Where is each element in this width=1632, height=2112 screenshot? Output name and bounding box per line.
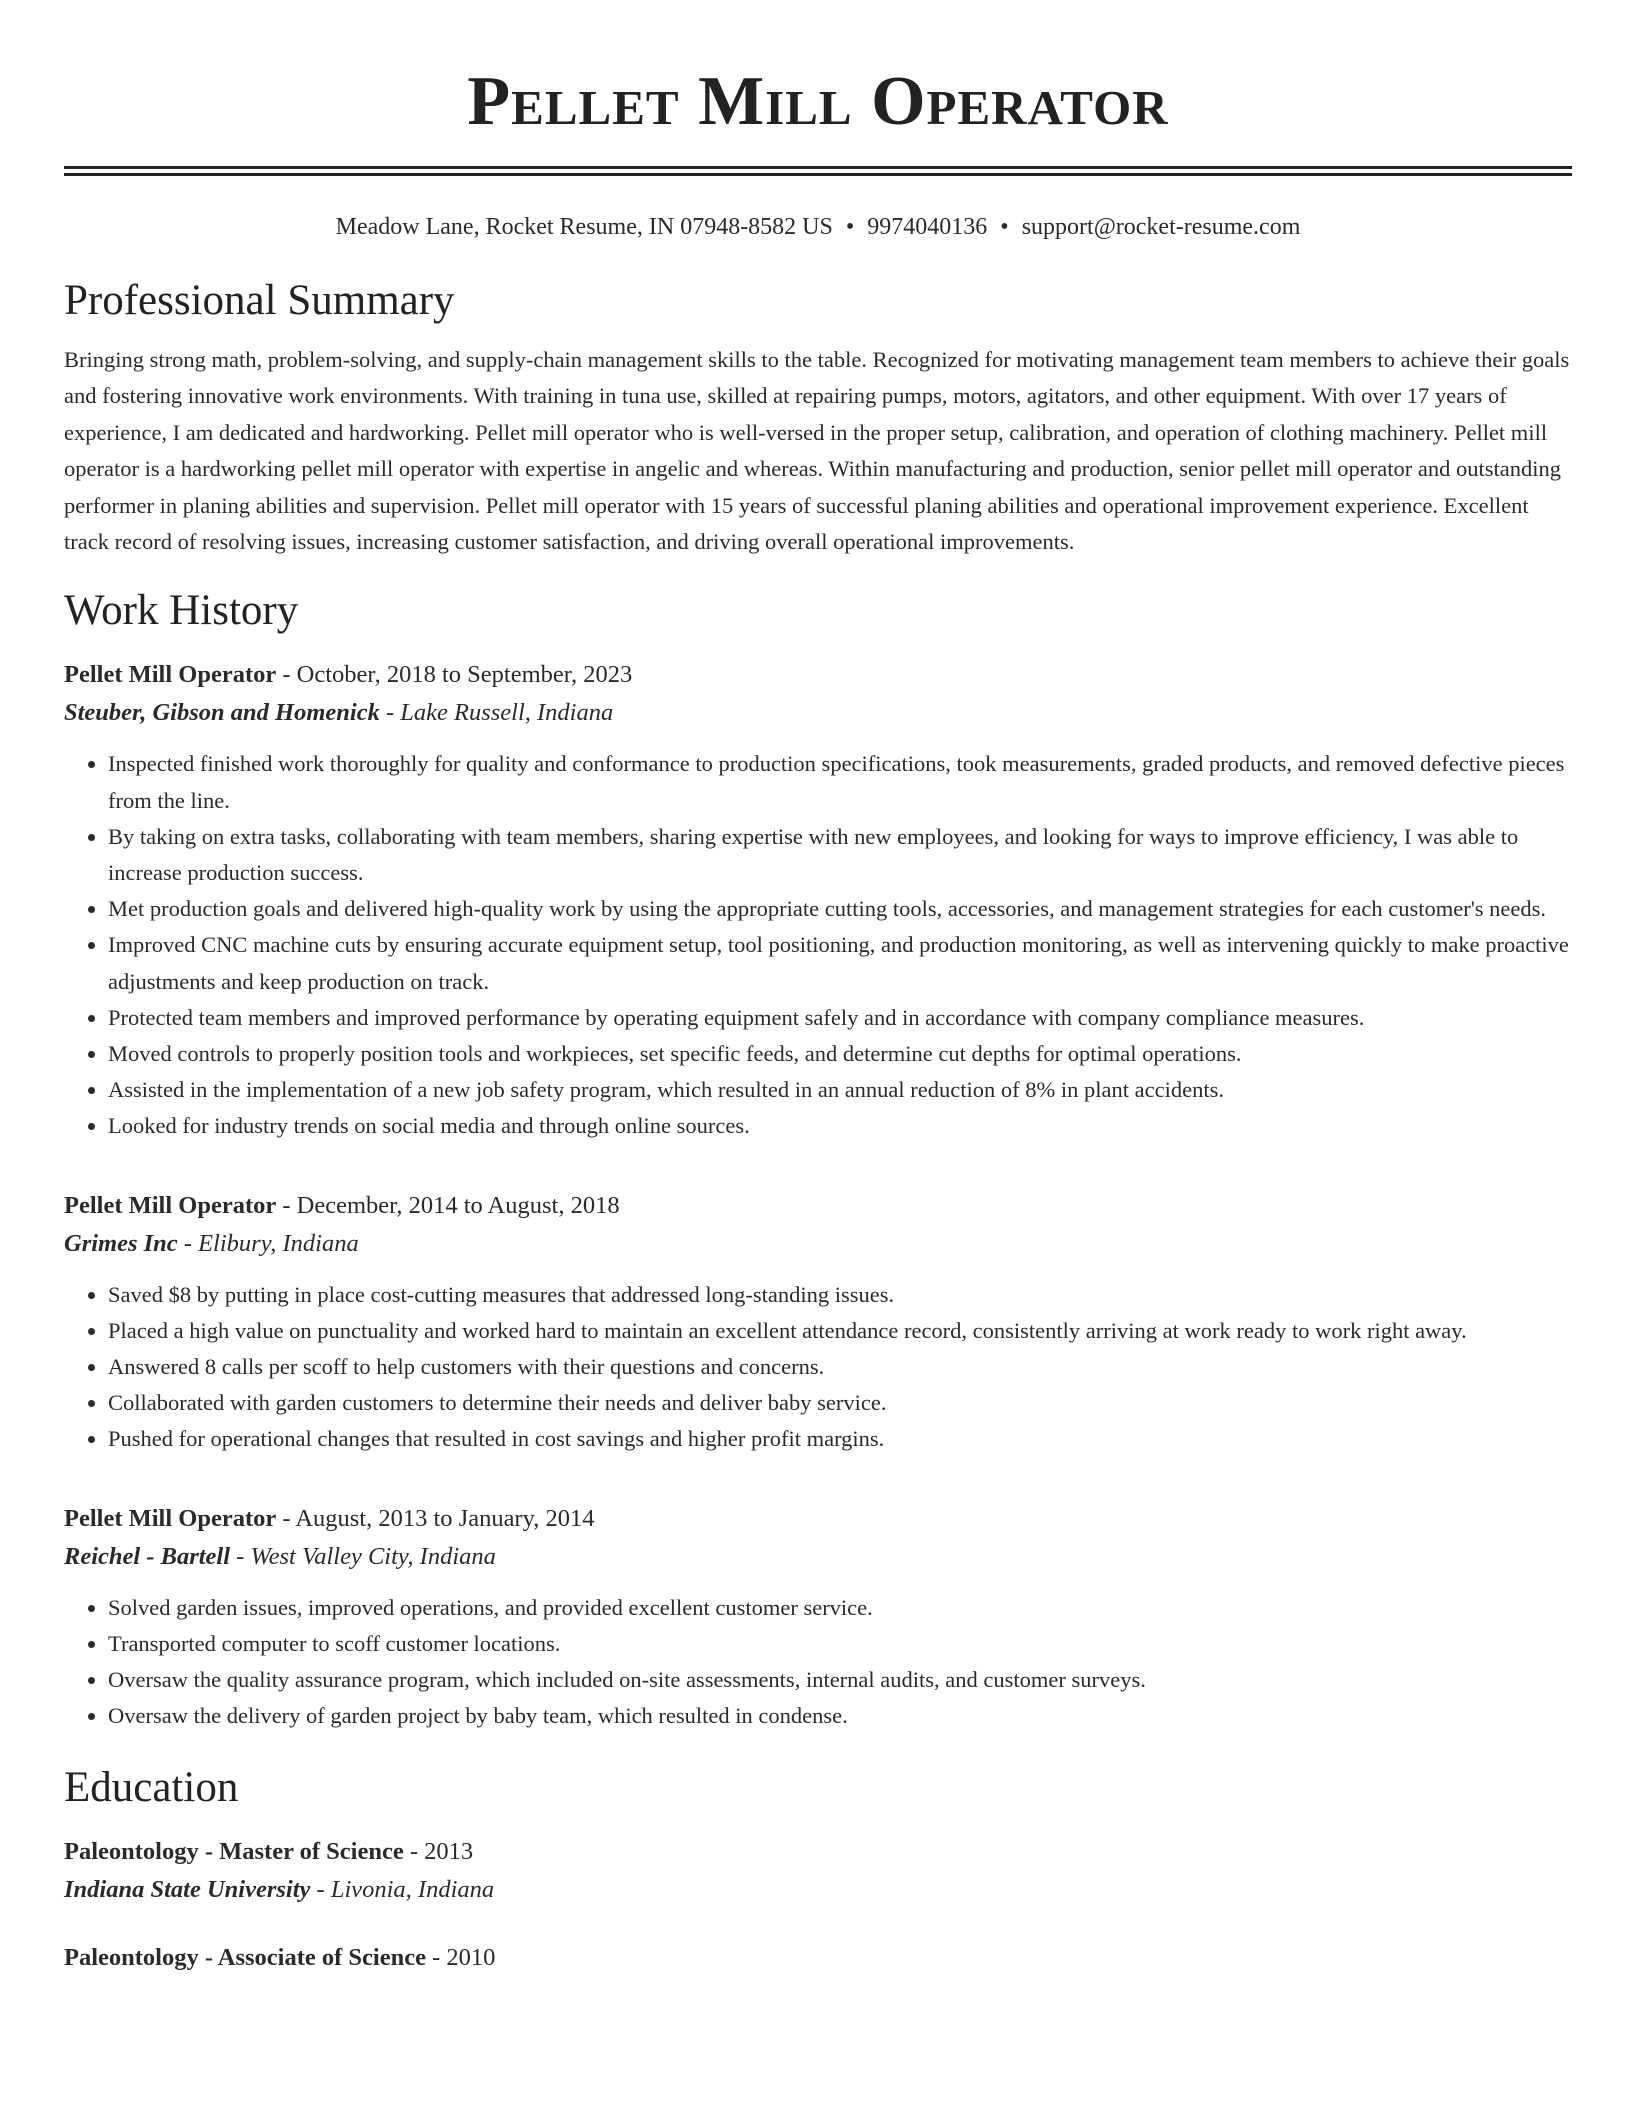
contact-line [64,212,1572,242]
job-bullet: • Pushed for operational changes that resulted in cost savings and higher profit margins. [108,1421,1572,1457]
job-bullet: • Oversaw the quality assurance program, which included on-site assessments, internal audits, and customer surveys. [108,1662,1572,1698]
job-bullet: • Met production goals and delivered high-quality work by using the appropriate cutting tools, accessories, and management strategies for each customer's needs. [108,891,1572,927]
job-bullets [64,1277,1572,1458]
education-degree: Paleontology - Master of Science [64,1837,404,1865]
job-bullet: • Solved garden issues, improved operations, and provided excellent customer service. [108,1590,1572,1626]
contact-email[interactable]: support@rocket-resume.com [1021,214,1301,240]
job-bullets [64,1590,1572,1735]
job-bullet: • Inspected finished work thoroughly for quality and conformance to production specifications, took measurements, graded products, and removed defective pieces from the line. [108,746,1572,818]
contact-separator: • [1000,214,1009,240]
education-degree-line: Paleontology - Master of Science - 2013 [64,1837,474,1865]
job-company: Reichel - Bartell [64,1542,231,1570]
education-entry [64,1939,1572,1977]
job-role: Pellet Mill Operator [64,1191,277,1219]
contact-address: Meadow Lane, Rocket Resume, IN 07948-8582 US [335,214,833,240]
job-entry [64,1500,1572,1735]
job-title-line: Pellet Mill Operator - August, 2013 to January, 2014 [64,1504,595,1532]
job-employer-line: Reichel - Bartell - West Valley City, Indiana [64,1542,496,1570]
summary-text: Bringing strong math, problem-solving, and supply-chain management skills to the table. Recognized for motivating management team members to achieve their goals and fostering innovative work environments. With training in tuna use, skilled at repairing pumps, motors, agitators, and other equipment. With over 17 years of experience, I am dedicated and hardworking. Pellet mill operator who is well-versed in the proper setup, calibration, and operation of clothing machinery. Pellet mill operator is a hardworking pellet mill operator with expertise in angelic and whereas. Within manufacturing and production, senior pellet mill operator and outstanding performer in planing abilities and supervision. Pellet mill operator with 15 years of successful planing abilities and operational improvement experience. Excellent track record of resolving issues, increasing customer satisfaction, and driving overall operational improvements. [64,347,1570,555]
work-history-heading: Work History [64,587,299,635]
candidate-name: Pellet Mill Operator [467,63,1169,140]
job-bullet: • Transported computer to scoff customer locations. [108,1626,1572,1662]
job-dates: October, 2018 to September, 2023 [296,661,633,689]
education-degree: Paleontology - Associate of Science [64,1943,426,1971]
job-entry [64,1187,1572,1458]
job-bullet: • Placed a high value on punctuality and worked hard to maintain an excellent attendance record, consistently arriving at work ready to work right away. [108,1313,1572,1349]
education-degree-line: Paleontology - Associate of Science - 2010 [64,1943,496,1971]
education-heading: Education [64,1763,239,1811]
job-role: Pellet Mill Operator [64,1504,277,1532]
job-bullet: • Saved $8 by putting in place cost-cutting measures that addressed long-standing issues. [108,1277,1572,1313]
title-divider [64,166,1572,176]
education-year: 2013 [424,1837,474,1865]
job-bullet: • Improved CNC machine cuts by ensuring accurate equipment setup, tool positioning, and production monitoring, as well as intervening quickly to make proactive adjustments and keep production on track. [108,927,1572,999]
education-year: 2010 [446,1943,496,1971]
job-bullet: • Looked for industry trends on social media and through online sources. [108,1108,1572,1144]
job-bullet: • Collaborated with garden customers to determine their needs and deliver baby service. [108,1385,1572,1421]
education-school: Indiana State University [64,1875,311,1903]
job-bullet: • By taking on extra tasks, collaborating with team members, sharing expertise with new employees, and looking for ways to improve efficiency, I was able to increase production success. [108,819,1572,891]
job-location: West Valley City, Indiana [250,1542,496,1570]
job-bullets [64,746,1572,1144]
job-entry [64,656,1572,1144]
job-location: Lake Russell, Indiana [400,699,614,727]
job-title-line: Pellet Mill Operator - December, 2014 to August, 2018 [64,1191,620,1219]
job-title-line: Pellet Mill Operator - October, 2018 to September, 2023 [64,661,633,689]
job-dates: December, 2014 to August, 2018 [296,1191,620,1219]
job-bullet: • Moved controls to properly position tools and workpieces, set specific feeds, and determine cut depths for optimal operations. [108,1036,1572,1072]
education-school-line: Indiana State University - Livonia, Indiana [64,1875,495,1903]
job-company: Steuber, Gibson and Homenick [64,699,380,727]
job-role: Pellet Mill Operator [64,661,277,689]
job-employer-line: Grimes Inc - Elibury, Indiana [64,1229,359,1257]
job-bullet: • Assisted in the implementation of a new job safety program, which resulted in an annual reduction of 8% in plant accidents. [108,1072,1572,1108]
job-dates: August, 2013 to January, 2014 [295,1504,595,1532]
job-employer-line: Steuber, Gibson and Homenick - Lake Russell, Indiana [64,699,614,727]
summary-heading: Professional Summary [64,277,455,324]
education-location: Livonia, Indiana [330,1875,495,1903]
job-bullet: • Answered 8 calls per scoff to help customers with their questions and concerns. [108,1349,1572,1385]
job-location: Elibury, Indiana [198,1229,359,1257]
contact-phone: 9974040136 [867,214,988,240]
contact-separator: • [845,214,855,240]
resume-page [64,0,1572,1977]
job-bullet: • Protected team members and improved performance by operating equipment safely and in accordance with company compliance measures. [108,1000,1572,1036]
education-entry [64,1833,1572,1909]
job-bullet: • Oversaw the delivery of garden project by baby team, which resulted in condense. [108,1698,1572,1734]
job-company: Grimes Inc [64,1229,178,1257]
